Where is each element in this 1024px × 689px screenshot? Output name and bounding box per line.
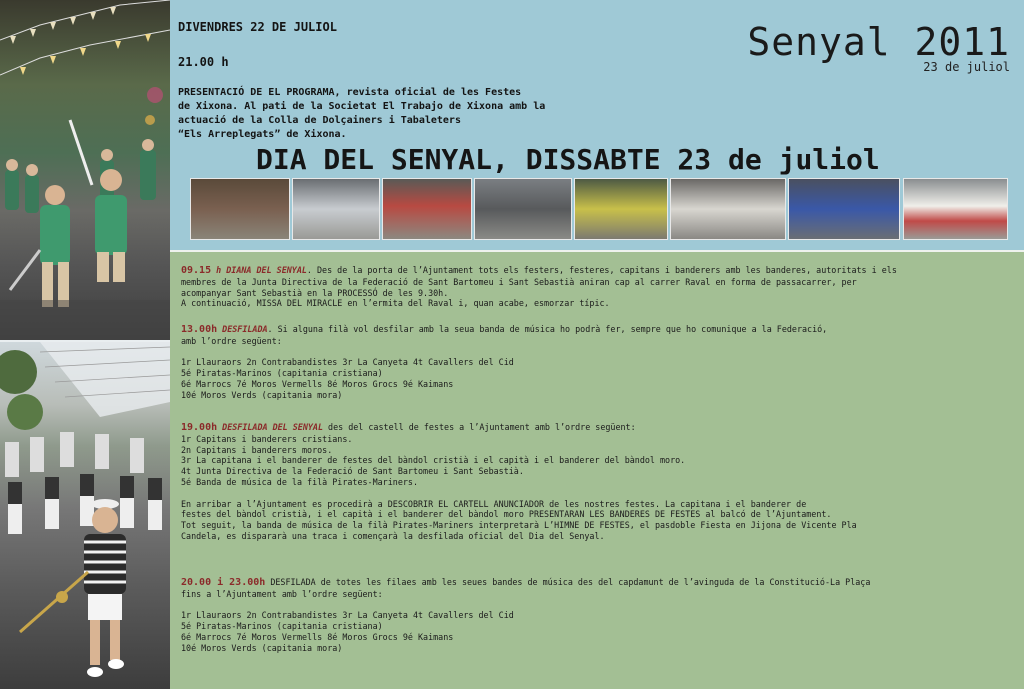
section-diana: 09.15 h DIANA DEL SENYAL. Des de la porta de l’Ajuntament tots els festers, festeres, capitans i banderers amb les banderes, autoritats i els membres de la Junta Directiva de la Federació de Sant Bartomeu i Sant Sebastià aniran cap al carrer Raval en forma de passacarrer, per acompanyar Sant Sebastià en la PROCESSÓ de les 9.30h. A continuació, MISSA DEL MIRACLE en l’ermita del Raval i, quan acabe, esmorzar típic.: [181, 265, 897, 309]
header-band: [170, 0, 1024, 250]
headline: DIA DEL SENYAL, DISSABTE 23 de juliol: [256, 143, 880, 176]
strip-photo-6: [670, 178, 786, 240]
strip-photo-7: [788, 178, 900, 240]
section-evening: 20.00 i 23.00h DESFILADA de totes les filaes amb les seues bandes de música des del capdamunt de l’avinguda de la Constitució-La Plaça fins a l’Ajuntament amb l’ordre següent: 1r Llauraors 2n Contrabandistes 3r La Canyeta 4t Cavallers del Cid 5é Piratas-Marinos (capitania cristiana) 6é Marrocs 7é Moros Vermells 8é Moros Grocs 9é Kaimans 10é Moros Verds (capitania mora): [181, 577, 871, 653]
strip-photo-8: [903, 178, 1008, 240]
strip-photo-5: [574, 178, 668, 240]
left-photo-column: [0, 0, 170, 689]
program-panel: [170, 250, 1024, 689]
strip-photo-2: [292, 178, 380, 240]
desfilada-time: 13.00h: [181, 324, 218, 335]
friday-time: 21.00 h: [178, 55, 229, 69]
strip-photo-3: [382, 178, 472, 240]
section-senyal: 19.00h DESFILADA DEL SENYAL des del castell de festes a l’Ajuntament amb l’ordre següent: 1r Capitans i banderers cristians. 2n Capitans i banderers moros. 3r La capitana i el banderer de festes del bàndol cristià i el capità i el banderer del bàndol moro. 4t Junta Directiva de la Federació de Sant Bartomeu i Sant Sebastià. 5é Banda de música de la filà Pirates-Mariners. En arribar a l’Ajuntament es procedirà a DESCOBRIR EL CARTELL ANUNCIADOR de les nostres festes. La capitana i el banderer de festes del bàndol cristià, i el capità i el banderer del bàndol moro PRESENTARAN LES BANDERES DE FESTES al balcó de l’Ajuntament. Tot seguit, la banda de música de la filà Pirates-Mariners interpretarà L’HIMNE DE FESTES, el pasdoble Fiesta en Jijona de Vicente Pla Candela, es dispararà una traca i començarà la desfilada oficial del Dia del Senyal.: [181, 422, 857, 541]
page-title: Senyal 2011: [747, 20, 1010, 64]
senyal-time: 19.00h: [181, 422, 218, 433]
desfilada-title: DESFILADA: [217, 324, 268, 334]
photo-children-sailors-parade: [0, 342, 170, 689]
strip-photo-1: [190, 178, 290, 240]
diana-title: h DIANA DEL SENYAL: [211, 265, 307, 275]
photo-children-parade-night: [0, 0, 170, 340]
friday-date: DIVENDRES 22 DE JULIOL: [178, 20, 337, 34]
evening-time: 20.00 i 23.00h: [181, 577, 266, 588]
senyal-title: DESFILADA DEL SENYAL: [217, 422, 324, 432]
strip-photo-4: [474, 178, 572, 240]
section-desfilada: 13.00h DESFILADA. Si alguna filà vol desfilar amb la seua banda de música ho podrà fer, sempre que ho comunique a la Federació, amb l’ordre següent: 1r Llauraors 2n Contrabandistes 3r La Canyeta 4t Cavallers del Cid 5é Piratas-Marinos (capitania cristiana) 6é Marrocs 7é Moros Vermells 8é Moros Grocs 9é Kaimans 10é Moros Verds (capitania mora): [181, 324, 828, 400]
diana-time: 09.15: [181, 265, 212, 276]
friday-description: PRESENTACIÓ DE EL PROGRAMA, revista oficial de les Festes de Xixona. Al pati de la Societat El Trabajo de Xixona amb la actuació de la Colla de Dolçainers i Tabaleters “Els Arreplegats” de Xixona.: [178, 87, 546, 140]
page-subtitle: 23 de juliol: [923, 60, 1010, 74]
